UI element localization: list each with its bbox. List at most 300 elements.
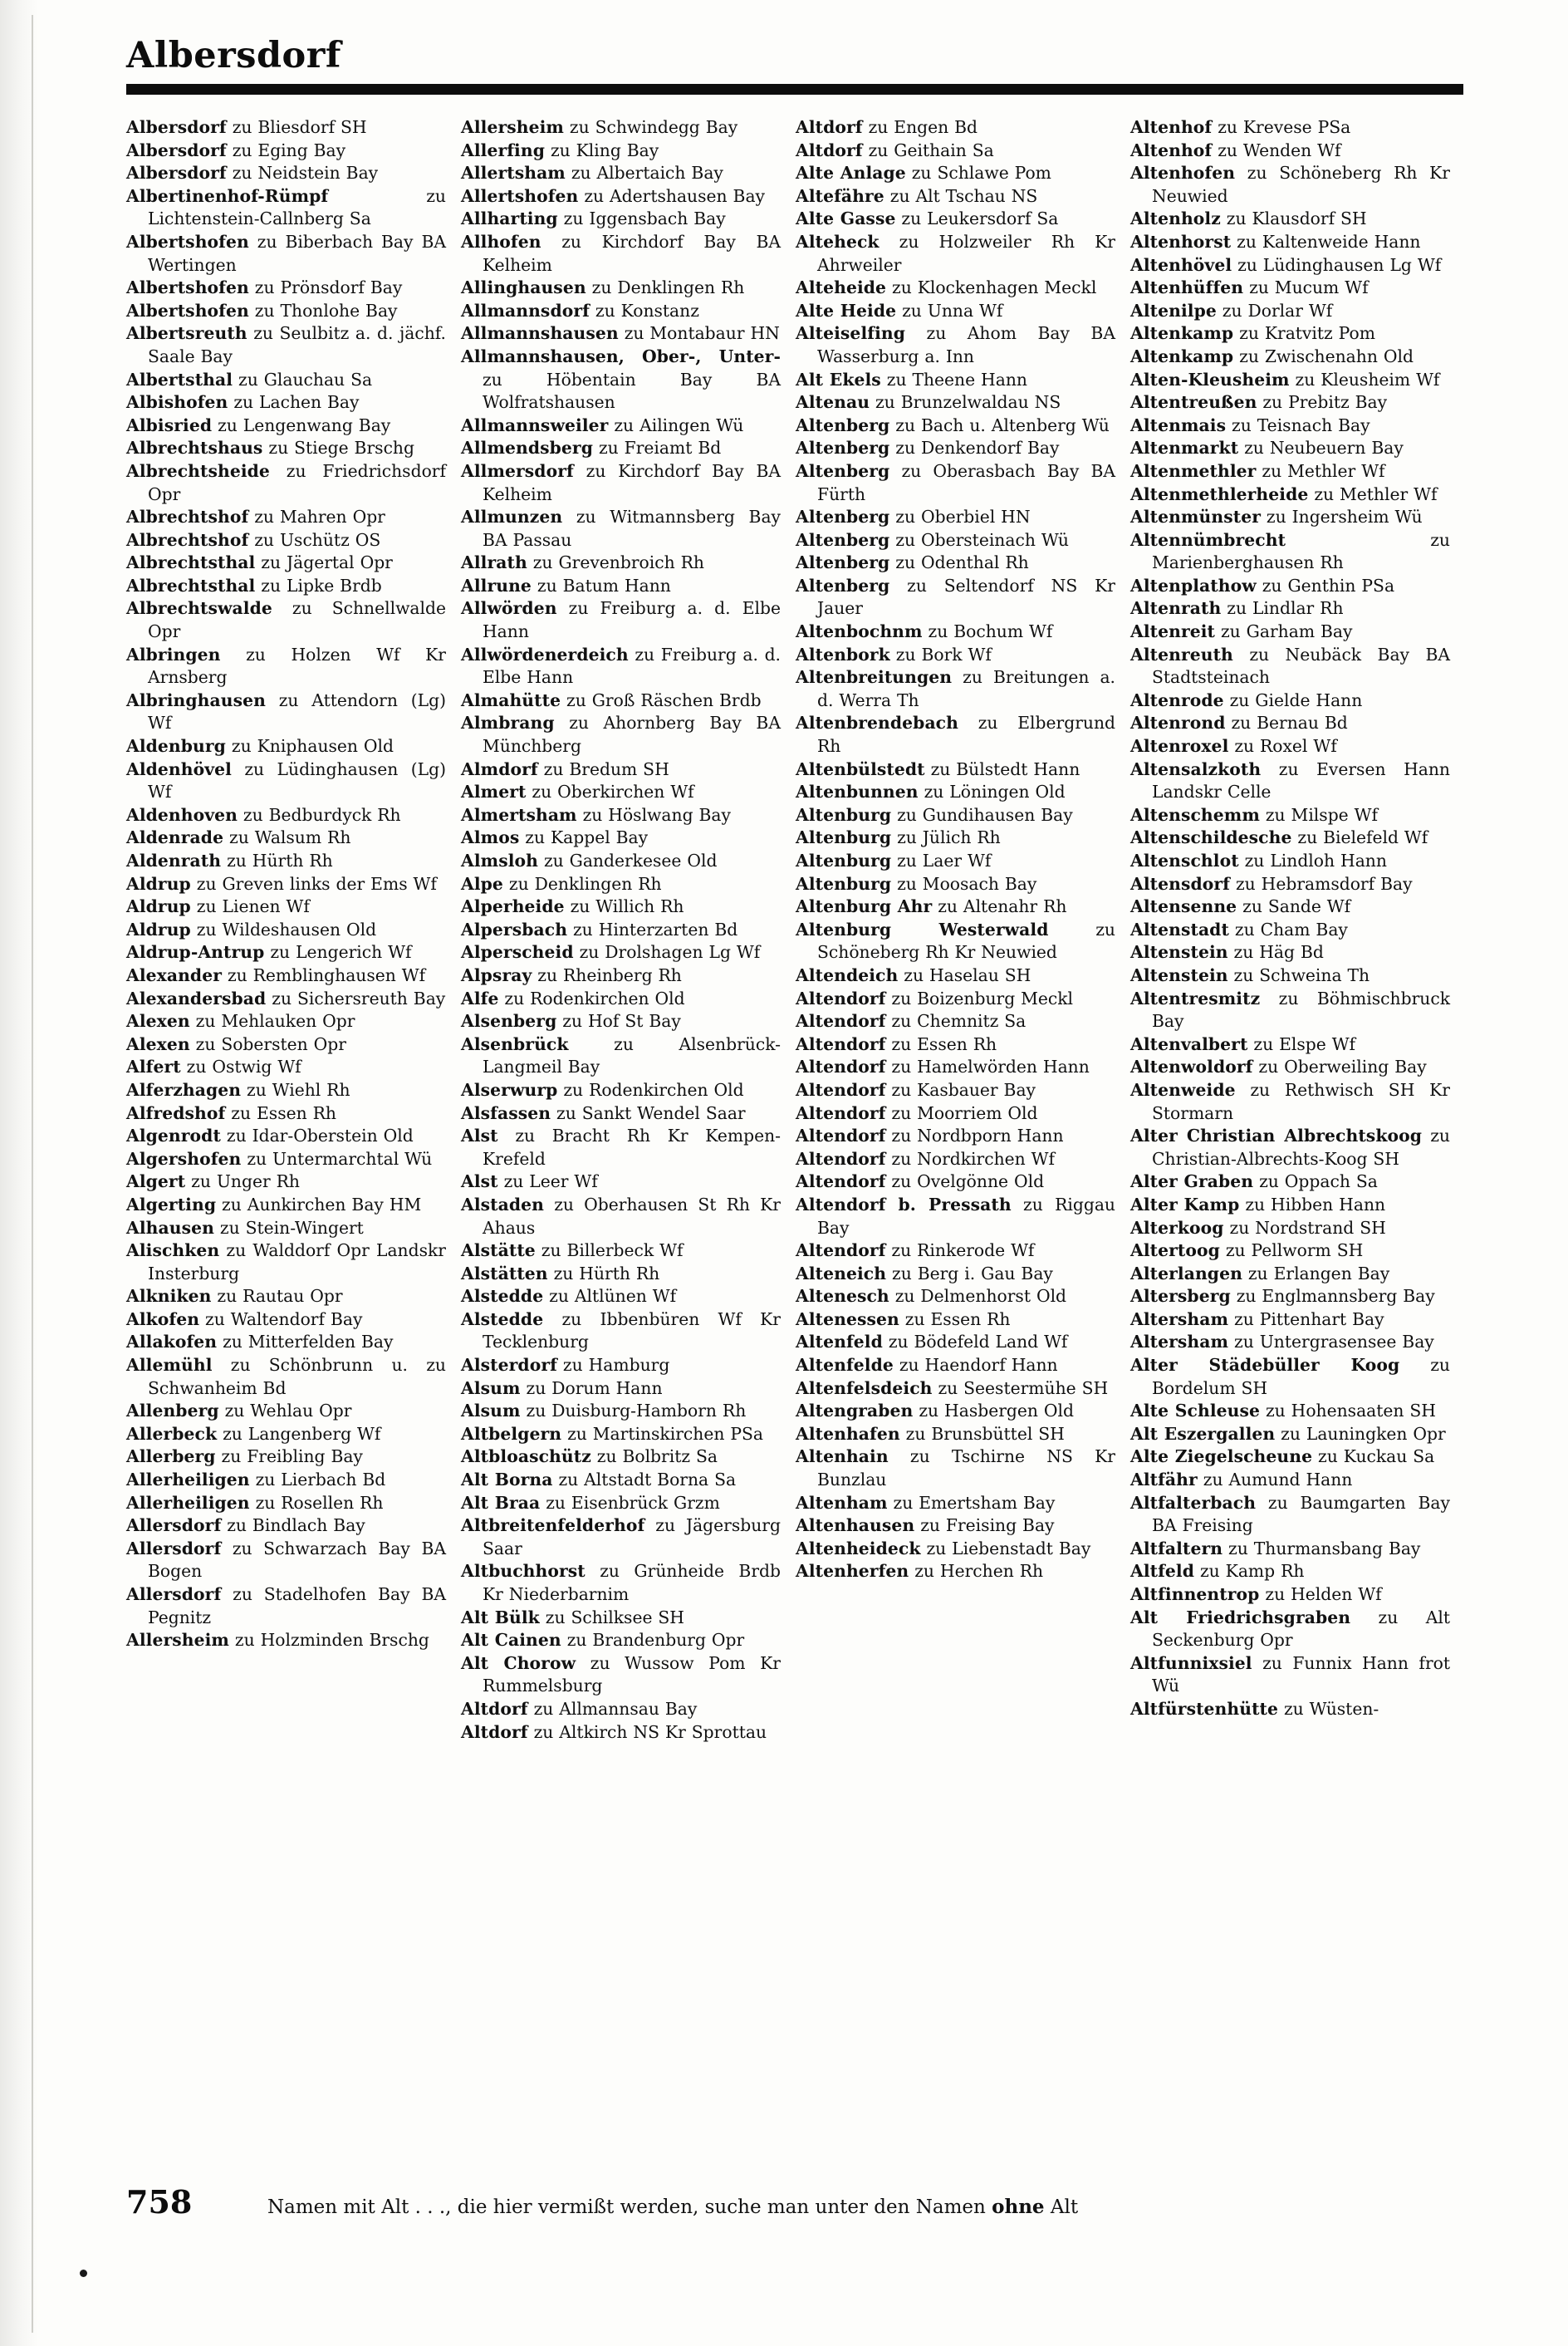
- entry-reference: zu Helden Wf: [1259, 1584, 1382, 1604]
- entry-reference: zu Odenthal Rh: [889, 552, 1029, 573]
- gazetteer-entry: [796, 1148, 1115, 1171]
- entry-reference: zu Christian-Albrechts-Koog SH: [1152, 1126, 1450, 1169]
- entry-headword: Altenkamp: [1130, 346, 1234, 366]
- entry-reference: zu Willich Rh: [564, 896, 684, 917]
- entry-reference: zu Attendorn (Lg) Wf: [148, 690, 446, 734]
- gazetteer-entry: [461, 1629, 781, 1652]
- entry-reference: zu Bach u. Altenberg Wü: [889, 415, 1110, 435]
- gazetteer-entry: [461, 1354, 781, 1377]
- gazetteer-entry: [1130, 873, 1450, 896]
- column-1: [126, 116, 461, 2110]
- gazetteer-entry: [461, 1514, 781, 1560]
- entry-headword: Allmannsweiler: [461, 415, 609, 435]
- gazetteer-entry: [1130, 941, 1450, 964]
- entry-headword: Altbreitenfelderhof: [461, 1515, 645, 1536]
- entry-headword: Albertshofen: [126, 300, 249, 321]
- gazetteer-entry: [126, 322, 446, 368]
- gazetteer-entry: [796, 644, 1115, 667]
- gazetteer-entry: [461, 1698, 781, 1721]
- entry-reference: zu Hinterzarten Bd: [567, 919, 738, 940]
- entry-reference: zu Stiege Brschg: [262, 438, 414, 459]
- gazetteer-entry: [126, 1102, 446, 1126]
- entry-reference: zu Lindloh Hann: [1238, 851, 1387, 871]
- gazetteer-entry: [126, 804, 446, 827]
- gazetteer-entry: [1130, 1607, 1450, 1652]
- entry-reference: zu Ahornberg Bay BA Münchberg: [483, 713, 781, 757]
- entry-headword: Alfredshof: [126, 1102, 226, 1123]
- entry-reference: zu Alt Seckenburg Opr: [1152, 1607, 1450, 1651]
- entry-reference: zu Seestermühe SH: [932, 1377, 1109, 1398]
- entry-headword: Albisried: [126, 415, 213, 435]
- entry-reference: zu Nordstrand SH: [1223, 1217, 1386, 1238]
- entry-reference: zu Berg i. Gau Bay: [886, 1263, 1053, 1283]
- gazetteer-entry: [461, 185, 781, 209]
- gazetteer-entry: [796, 1079, 1115, 1102]
- gazetteer-entry: [1130, 506, 1450, 529]
- entry-reference: zu Wiehl Rh: [241, 1079, 350, 1100]
- entry-headword: Altfalterbach: [1130, 1492, 1257, 1513]
- entry-headword: Altenkamp: [1130, 323, 1234, 344]
- entry-reference: zu Obersteinach Wü: [889, 529, 1069, 550]
- entry-headword: Allerberg: [126, 1446, 216, 1467]
- gazetteer-entry: [796, 529, 1115, 552]
- entry-headword: Alexander: [126, 964, 222, 985]
- entry-headword: Alstaden: [461, 1194, 544, 1215]
- entry-headword: Aldenburg: [126, 736, 226, 757]
- gazetteer-columns: [126, 116, 1465, 2110]
- entry-reference: zu Walsum Rh: [223, 827, 351, 848]
- gazetteer-entry: [1130, 850, 1450, 873]
- gazetteer-entry: [1130, 415, 1450, 438]
- entry-reference: zu Bödefeld Land Wf: [882, 1332, 1068, 1352]
- entry-reference: zu Löningen Old: [918, 782, 1066, 802]
- gazetteer-entry: [461, 1171, 781, 1194]
- entry-reference: zu Wussow Pom Kr Rummelsburg: [483, 1652, 781, 1696]
- entry-reference: zu Ovelgönne Old: [885, 1171, 1045, 1192]
- gazetteer-entry: [796, 804, 1115, 827]
- gazetteer-entry: [461, 1010, 781, 1033]
- entry-reference: zu Oberkirchen Wf: [526, 782, 694, 802]
- entry-headword: Altenbork: [796, 644, 890, 665]
- entry-headword: Albrechtsthal: [126, 575, 256, 596]
- entry-reference: zu Neidstein Bay: [226, 163, 379, 184]
- gazetteer-entry: [126, 231, 446, 277]
- entry-reference: zu Roxel Wf: [1228, 736, 1337, 757]
- entry-headword: Allertshofen: [461, 185, 579, 206]
- entry-reference: zu Oberweiling Bay: [1252, 1057, 1427, 1077]
- entry-reference: zu Klockenhagen Meckl: [886, 277, 1097, 298]
- entry-reference: zu Höslwang Bay: [576, 804, 731, 825]
- entry-headword: Altertoog: [1130, 1240, 1220, 1261]
- gazetteer-entry: [461, 1400, 781, 1423]
- entry-headword: Alstätte: [461, 1240, 536, 1261]
- entry-reference: zu Aumund Hann: [1197, 1470, 1353, 1490]
- entry-headword: Altenreuth: [1130, 644, 1233, 665]
- gazetteer-entry: [461, 804, 781, 827]
- entry-reference: zu Theene Hann: [880, 369, 1027, 390]
- entry-headword: Altenholz: [1130, 209, 1221, 229]
- entry-reference: zu Jägersburg Saar: [483, 1515, 781, 1558]
- entry-headword: Altenbreitungen: [796, 667, 953, 688]
- entry-reference: zu Thurmansbang Bay: [1223, 1538, 1421, 1558]
- entry-reference: zu Essen Rh: [225, 1102, 336, 1123]
- entry-reference: zu Langenberg Wf: [217, 1423, 381, 1444]
- gazetteer-entry: [126, 1400, 446, 1423]
- entry-headword: Altfürstenhütte: [1130, 1698, 1279, 1719]
- entry-headword: Altenmünster: [1130, 507, 1261, 528]
- entry-headword: Allharting: [461, 209, 558, 229]
- entry-reference: zu Denkendorf Bay: [889, 438, 1060, 459]
- entry-headword: Alte Heide: [796, 300, 897, 321]
- gazetteer-entry: [1130, 1171, 1450, 1194]
- gazetteer-entry: [126, 1079, 446, 1102]
- gazetteer-entry: [461, 1308, 781, 1354]
- gazetteer-entry: [461, 1079, 781, 1102]
- gazetteer-entry: [796, 506, 1115, 529]
- entry-reference: zu Nordbporn Hann: [885, 1126, 1064, 1146]
- entry-headword: Altendorf: [796, 1148, 886, 1169]
- gazetteer-entry: [1130, 140, 1450, 163]
- gazetteer-entry: [796, 1194, 1115, 1239]
- entry-reference: zu Lindlar Rh: [1221, 598, 1344, 619]
- entry-reference: zu Bliesdorf SH: [226, 117, 367, 137]
- entry-headword: Alterkoog: [1130, 1217, 1224, 1238]
- gazetteer-entry: [126, 1125, 446, 1148]
- entry-headword: Alst: [461, 1126, 498, 1146]
- entry-headword: Alkofen: [126, 1308, 200, 1329]
- entry-headword: Allertsham: [461, 163, 566, 184]
- entry-headword: Alstätten: [461, 1263, 548, 1283]
- entry-reference: zu Funnix Hann frot Wü: [1152, 1652, 1450, 1696]
- gazetteer-entry: [126, 185, 446, 231]
- entry-reference: zu Kratvitz Pom: [1233, 323, 1375, 344]
- gazetteer-entry: [461, 460, 781, 506]
- gazetteer-entry: [461, 1492, 781, 1515]
- entry-headword: Allmendsberg: [461, 438, 594, 459]
- entry-headword: Allrath: [461, 552, 527, 573]
- entry-headword: Aldrup: [126, 919, 191, 940]
- gazetteer-entry: [796, 1377, 1115, 1401]
- entry-reference: zu Freiamt Bd: [593, 438, 722, 459]
- entry-headword: Albersdorf: [126, 140, 227, 160]
- entry-reference: zu Altstadt Borna Sa: [552, 1470, 737, 1490]
- entry-reference: zu Geithain Sa: [862, 140, 994, 160]
- gazetteer-entry: [461, 1239, 781, 1263]
- page-header: [126, 35, 1463, 95]
- entry-reference: zu Wehlau Opr: [218, 1401, 352, 1421]
- entry-reference: zu Remblinghausen Wf: [222, 964, 426, 985]
- entry-reference: zu Alt Tschau NS: [884, 185, 1038, 206]
- entry-reference: zu Glauchau Sa: [233, 369, 373, 390]
- entry-reference: zu Rheinberg Rh: [532, 964, 682, 985]
- entry-reference: zu Hamelwörden Hann: [885, 1057, 1090, 1077]
- entry-reference: zu Idar-Oberstein Old: [220, 1126, 414, 1146]
- entry-reference: zu Kasbauer Bay: [885, 1079, 1036, 1100]
- entry-reference: zu Methler Wf: [1256, 460, 1385, 481]
- entry-headword: Almahütte: [461, 690, 561, 710]
- gazetteer-entry: [1130, 1056, 1450, 1079]
- gazetteer-entry: [796, 1445, 1115, 1491]
- entry-reference: zu Untergrasensee Bay: [1228, 1332, 1434, 1352]
- entry-headword: Alteheide: [796, 277, 887, 298]
- gazetteer-entry: [1130, 804, 1450, 827]
- entry-reference: zu Sichersreuth Bay: [266, 988, 446, 1009]
- gazetteer-entry: [1130, 575, 1450, 598]
- entry-reference: zu Methler Wf: [1308, 483, 1438, 504]
- gazetteer-entry: [461, 300, 781, 323]
- entry-reference: zu Wüsten-: [1278, 1698, 1379, 1719]
- entry-headword: Altenrode: [1130, 690, 1224, 710]
- entry-reference: zu Kaltenweide Hann: [1231, 231, 1421, 252]
- entry-reference: zu Lierbach Bd: [249, 1470, 386, 1490]
- entry-reference: zu Elspe Wf: [1247, 1033, 1356, 1054]
- entry-headword: Altefähre: [796, 185, 884, 206]
- entry-reference: zu Schwarzach Bay BA Bogen: [148, 1538, 446, 1582]
- entry-headword: Altersham: [1130, 1308, 1229, 1329]
- entry-reference: zu Hürth Rh: [547, 1263, 660, 1283]
- entry-headword: Alhausen: [126, 1217, 214, 1238]
- entry-reference: zu Chemnitz Sa: [885, 1011, 1027, 1032]
- entry-headword: Altenhof: [1130, 117, 1213, 137]
- gazetteer-entry: [796, 988, 1115, 1011]
- entry-reference: zu Sande Wf: [1237, 896, 1351, 917]
- gazetteer-entry: [126, 1056, 446, 1079]
- entry-headword: Allenberg: [126, 1401, 219, 1421]
- entry-headword: Allerheiligen: [126, 1492, 250, 1513]
- entry-reference: zu Stein-Wingert: [213, 1217, 364, 1238]
- entry-headword: Alte Gasse: [796, 209, 896, 229]
- entry-reference: zu Rinkerode Wf: [885, 1240, 1035, 1261]
- gazetteer-entry: [1130, 896, 1450, 919]
- entry-headword: Altfeld: [1130, 1561, 1195, 1582]
- column-2: [461, 116, 796, 2110]
- gazetteer-entry: [461, 506, 781, 552]
- entry-headword: Altenberg: [796, 507, 890, 528]
- entry-reference: zu Altenahr Rh: [932, 896, 1067, 917]
- entry-reference: zu Pellworm SH: [1219, 1240, 1364, 1261]
- entry-headword: Almbrang: [461, 713, 555, 734]
- entry-reference: zu Hasbergen Old: [913, 1401, 1075, 1421]
- entry-headword: Albrechtsheide: [126, 460, 270, 481]
- gazetteer-entry: [796, 575, 1115, 621]
- entry-reference: zu Freibling Bay: [215, 1446, 363, 1467]
- gazetteer-entry: [1130, 1445, 1450, 1469]
- entry-headword: Altenbochnm: [796, 621, 923, 642]
- entry-reference: zu Albertaich Bay: [565, 163, 723, 184]
- gazetteer-entry: [461, 1445, 781, 1469]
- entry-reference: zu Dorlar Wf: [1216, 300, 1333, 321]
- entry-reference: zu Hebramsdorf Bay: [1230, 873, 1413, 894]
- gazetteer-entry: [126, 140, 446, 163]
- gazetteer-entry: [1130, 827, 1450, 850]
- gazetteer-entry: [1130, 1125, 1450, 1171]
- entry-headword: Altenstein: [1130, 964, 1228, 985]
- entry-headword: Albertsthal: [126, 369, 233, 390]
- footer-note-emphasis: ohne: [992, 2196, 1045, 2218]
- entry-reference: zu Thonlohe Bay: [248, 300, 398, 321]
- entry-headword: Allersdorf: [126, 1584, 222, 1604]
- entry-headword: Alsfassen: [461, 1102, 551, 1123]
- entry-headword: Altenschildesche: [1130, 827, 1292, 848]
- entry-reference: zu Martinskirchen PSa: [561, 1423, 763, 1444]
- gazetteer-entry: [1130, 621, 1450, 644]
- gazetteer-entry: [461, 1607, 781, 1630]
- entry-headword: Albertshofen: [126, 231, 249, 252]
- gazetteer-entry: [1130, 758, 1450, 804]
- entry-reference: zu Altlünen Wf: [543, 1286, 677, 1307]
- gazetteer-entry: [126, 988, 446, 1011]
- gazetteer-entry: [1130, 964, 1450, 988]
- gazetteer-entry: [796, 1492, 1115, 1515]
- entry-reference: zu Bochum Wf: [922, 621, 1053, 642]
- gazetteer-entry: [126, 1423, 446, 1446]
- gazetteer-entry: [1130, 1469, 1450, 1492]
- gazetteer-entry: [126, 1239, 446, 1285]
- gazetteer-entry: [126, 1148, 446, 1171]
- gazetteer-entry: [126, 758, 446, 804]
- entry-reference: zu Bülstedt Hann: [924, 758, 1080, 779]
- gazetteer-entry: [796, 712, 1115, 758]
- entry-reference: zu Alsenbrück-Langmeil Bay: [483, 1033, 781, 1077]
- page-number: 758: [126, 2183, 193, 2221]
- entry-reference: zu Allmannsau Bay: [527, 1698, 698, 1719]
- entry-headword: Alexen: [126, 1033, 190, 1054]
- gazetteer-entry: [461, 346, 781, 415]
- gazetteer-entry: [796, 277, 1115, 300]
- entry-headword: Altenberg: [796, 460, 890, 481]
- gazetteer-entry: [461, 758, 781, 782]
- entry-reference: zu Lachen Bay: [228, 392, 360, 413]
- entry-reference: zu Haselau SH: [898, 964, 1031, 985]
- entry-headword: Albringhausen: [126, 690, 266, 710]
- entry-headword: Almos: [461, 827, 520, 848]
- entry-reference: zu Unger Rh: [185, 1171, 300, 1192]
- entry-headword: Altdorf: [461, 1721, 528, 1742]
- entry-headword: Altenbunnen: [796, 782, 919, 802]
- entry-headword: Albrechtshof: [126, 529, 249, 550]
- entry-reference: zu Engen Bd: [862, 117, 978, 137]
- entry-reference: zu Drolshagen Lg Wf: [573, 942, 761, 963]
- entry-headword: Algershofen: [126, 1148, 242, 1169]
- entry-headword: Albersdorf: [126, 163, 227, 184]
- gazetteer-entry: [1130, 1194, 1450, 1217]
- entry-reference: zu Kling Bay: [545, 140, 659, 160]
- entry-reference: zu Klausdorf SH: [1220, 209, 1367, 229]
- entry-headword: Altfinnentrop: [1130, 1584, 1260, 1604]
- gazetteer-entry: [1130, 208, 1450, 231]
- footer-note-before: Namen mit Alt . . ., die hier vermißt werden, suche man unter den Namen: [267, 2196, 992, 2218]
- gazetteer-entry: [796, 1263, 1115, 1286]
- entry-headword: Altenburg Ahr: [796, 896, 933, 917]
- gazetteer-entry: [1130, 231, 1450, 254]
- entry-reference: zu Schweina Th: [1227, 964, 1370, 985]
- gazetteer-entry: [461, 140, 781, 163]
- entry-reference: zu Hürth Rh: [221, 851, 333, 871]
- gazetteer-entry: [126, 1469, 446, 1492]
- entry-reference: zu Kamp Rh: [1194, 1561, 1305, 1582]
- entry-reference: zu Elbergrund Rh: [817, 713, 1115, 757]
- gazetteer-entry: [126, 896, 446, 919]
- gazetteer-entry: [126, 1217, 446, 1240]
- entry-headword: Albersdorf: [126, 117, 227, 137]
- entry-headword: Altendorf b. Pressath: [796, 1194, 1012, 1215]
- entry-headword: Aldrup: [126, 873, 191, 894]
- entry-headword: Altenweide: [1130, 1079, 1236, 1100]
- entry-headword: Allinghausen: [461, 277, 586, 298]
- entry-headword: Albrechtshof: [126, 507, 249, 528]
- entry-headword: Alter Kamp: [1130, 1194, 1240, 1215]
- entry-reference: zu Schöneberg Rh Kr Neuwied: [1152, 163, 1450, 206]
- entry-reference: zu Bork Wf: [889, 644, 992, 665]
- gazetteer-entry: [461, 896, 781, 919]
- gazetteer-entry: [126, 827, 446, 850]
- entry-headword: Altenhorst: [1130, 231, 1232, 252]
- gazetteer-entry: [796, 231, 1115, 277]
- gazetteer-entry: [126, 1492, 446, 1515]
- gazetteer-entry: [796, 781, 1115, 804]
- entry-headword: Altenfelsdeich: [796, 1377, 933, 1398]
- gazetteer-entry: [126, 1308, 446, 1332]
- entry-reference: zu Leukersdorf Sa: [895, 209, 1059, 229]
- entry-reference: zu Holzminden Brschg: [228, 1630, 429, 1651]
- entry-headword: Alt Borna: [461, 1470, 553, 1490]
- gazetteer-entry: [1130, 919, 1450, 942]
- entry-reference: zu Aunkirchen Bay HM: [216, 1194, 422, 1215]
- entry-headword: Altengraben: [796, 1401, 914, 1421]
- gazetteer-entry: [1130, 1423, 1450, 1446]
- entry-reference: zu Riggau Bay: [817, 1194, 1115, 1238]
- gazetteer-entry: [126, 597, 446, 643]
- entry-headword: Altenhain: [796, 1446, 889, 1467]
- gazetteer-entry: [126, 162, 446, 185]
- entry-headword: Altenhüffen: [1130, 277, 1244, 298]
- entry-headword: Altendorf: [796, 988, 886, 1009]
- gazetteer-entry: [1130, 735, 1450, 758]
- entry-headword: Algenrodt: [126, 1126, 221, 1146]
- gazetteer-entry: [796, 919, 1115, 964]
- entry-headword: Aldrup: [126, 896, 191, 917]
- gazetteer-entry: [1130, 1263, 1450, 1286]
- entry-headword: Aldrup-Antrup: [126, 942, 265, 963]
- gazetteer-entry: [126, 735, 446, 758]
- entry-headword: Altendorf: [796, 1057, 886, 1077]
- footer-note-after: Alt: [1044, 2196, 1079, 2218]
- entry-headword: Altenplathow: [1130, 575, 1257, 596]
- entry-headword: Altenherfen: [796, 1561, 909, 1582]
- entry-reference: zu Batum Hann: [531, 575, 671, 596]
- entry-headword: Alt Ekels: [796, 369, 881, 390]
- gazetteer-entry: [461, 1102, 781, 1126]
- entry-headword: Aldenrath: [126, 851, 222, 871]
- entry-headword: Alte Ziegelscheune: [1130, 1446, 1313, 1467]
- entry-reference: zu Konstanz: [589, 300, 699, 321]
- gazetteer-entry: [796, 460, 1115, 506]
- entry-reference: zu Waltendorf Bay: [199, 1308, 363, 1329]
- entry-reference: zu Krevese PSa: [1212, 117, 1351, 137]
- entry-headword: Alpsray: [461, 964, 532, 985]
- entry-reference: zu Delmenhorst Old: [889, 1286, 1067, 1307]
- entry-reference: zu Gielde Hann: [1223, 690, 1363, 710]
- entry-headword: Altendorf: [796, 1079, 886, 1100]
- entry-reference: zu Denklingen Rh: [502, 873, 662, 894]
- header-rule: [126, 84, 1463, 95]
- gazetteer-entry: [796, 873, 1115, 896]
- entry-reference: zu Rautau Opr: [211, 1286, 343, 1307]
- gazetteer-entry: [461, 552, 781, 575]
- gazetteer-entry: [461, 277, 781, 300]
- entry-headword: Albertinenhof-Rümpf: [126, 185, 329, 206]
- entry-reference: zu Tschirne NS Kr Bunzlau: [817, 1446, 1115, 1490]
